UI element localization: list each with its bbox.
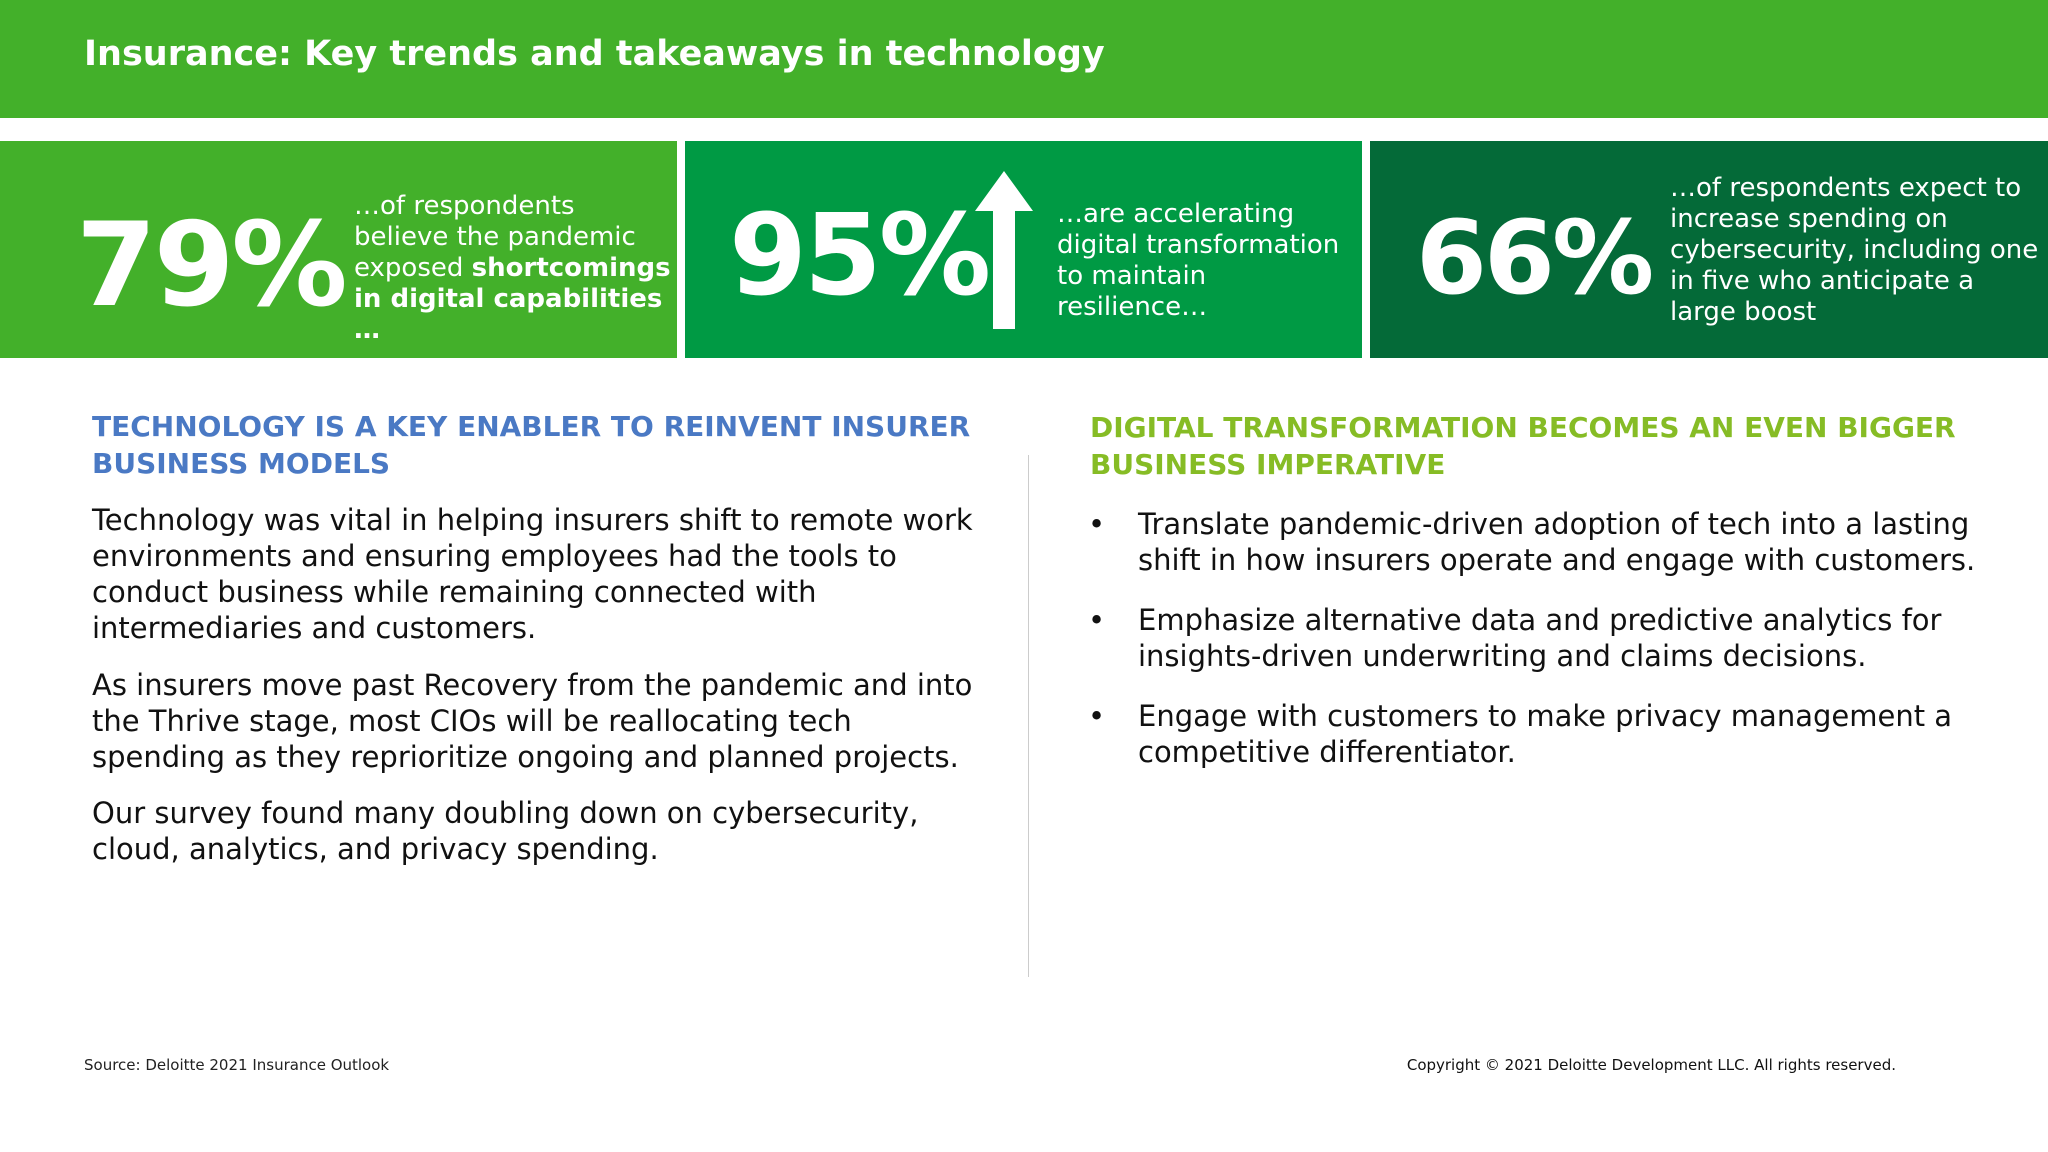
copyright-note: Copyright © 2021 Deloitte Development LLC. All rights reserved.: [1406, 1056, 1896, 1074]
stat-box-79: [0, 141, 677, 358]
bullet-text: Translate pandemic-driven adoption of tech into a lasting shift in how insurers operate and engage with customers.: [1138, 507, 1976, 577]
bullet-text: Engage with customers to make privacy management a competitive differentiator.: [1138, 699, 1953, 769]
stat-description: …are accelerating digital transformation to maintain resilience…: [1057, 199, 1340, 322]
right-bullet-list: [1088, 506, 2008, 794]
left-paragraph-2: As insurers move past Recovery from the pandemic and into the Thrive stage, most CIOs will be reallocating tech spending as they reprioritize ongoing and planned projects.: [92, 668, 973, 774]
bullet-item: [1088, 602, 2008, 674]
stat-description-plain: …of respondents believe the pandemic exposed: [354, 191, 636, 283]
right-section-heading: DIGITAL TRANSFORMATION BECOMES AN EVEN BIGGER BUSINESS IMPERATIVE: [1090, 411, 1956, 481]
stat-value: 79%: [76, 198, 345, 333]
left-section-heading: TECHNOLOGY IS A KEY ENABLER TO REINVENT INSURER BUSINESS MODELS: [92, 410, 971, 480]
stat-description-bold: shortcomings in digital capabilities …: [354, 253, 671, 345]
bullet-icon: •: [1088, 699, 1106, 733]
bullet-icon: •: [1088, 507, 1106, 541]
bullet-item: [1088, 698, 2008, 770]
stat-value: 66%: [1416, 199, 1652, 318]
stat-value: 95%: [729, 191, 989, 321]
page-title: Insurance: Key trends and takeaways in technology: [84, 34, 1105, 74]
source-note: Source: Deloitte 2021 Insurance Outlook: [84, 1056, 390, 1074]
stat-description: …of respondents expect to increase spending on cybersecurity, including one in five who anticipate a large boost: [1670, 173, 2039, 327]
bullet-item: [1088, 506, 2008, 578]
title-bar: [0, 0, 2048, 118]
bullet-text: Emphasize alternative data and predictive analytics for insights-driven underwriting and claims decisions.: [1138, 603, 1942, 673]
left-paragraph-3: Our survey found many doubling down on cybersecurity, cloud, analytics, and privacy spending.: [92, 796, 919, 866]
stat-description: [354, 191, 674, 346]
left-paragraph-1: Technology was vital in helping insurers shift to remote work environments and ensuring employees had the tools to conduct business while remaining connected with intermediaries and customers.: [92, 503, 973, 645]
stat-box-95: [685, 141, 1362, 358]
stat-box-66: [1370, 141, 2048, 358]
bullet-icon: •: [1088, 603, 1106, 637]
up-arrow-icon: [975, 171, 1033, 329]
column-divider: [1028, 455, 1029, 977]
